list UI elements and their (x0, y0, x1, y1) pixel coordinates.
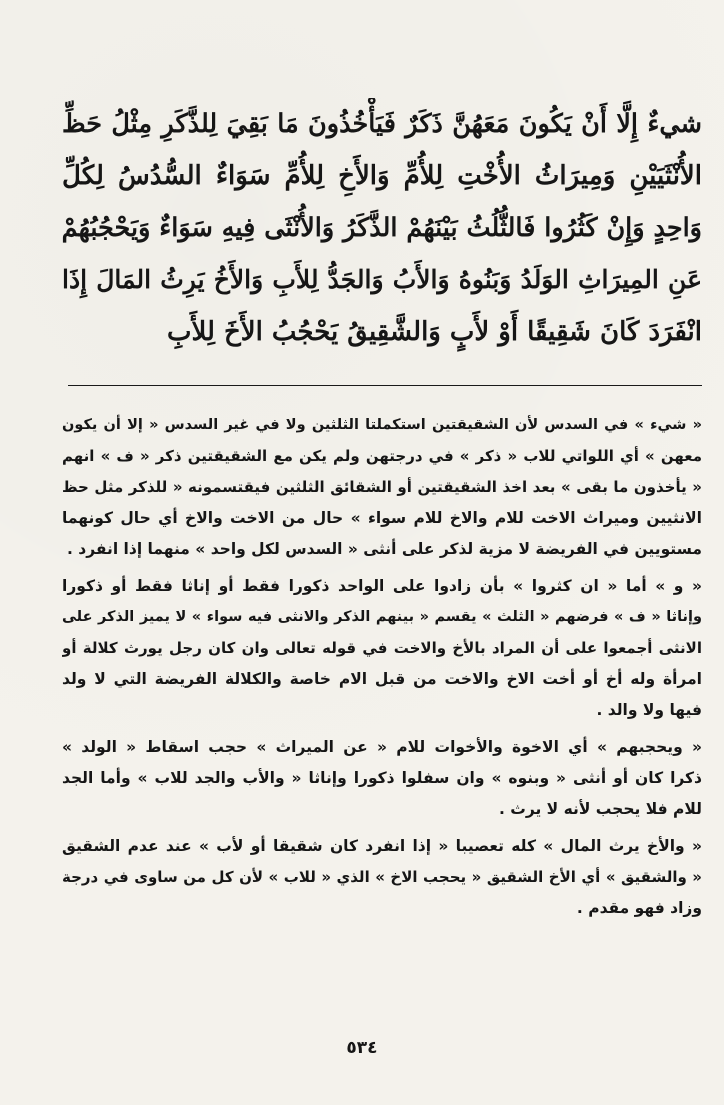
commentary-line: وزاد فهو مقدم . (576, 899, 702, 917)
separator-rule (68, 385, 702, 386)
commentary-line: « والأخ يرث المال » كله تعصيبا « إذا انفرد كان شقيقا أو لأب » عند عدم الشقيق (62, 837, 702, 855)
commentary-line: امرأة وله أخ أو أخت الاخ والاخت من قبل الام خاصة والكلالة الفريضة التي لا ولد (62, 670, 702, 688)
commentary-line: « والشقيق » أي الأخ الشقيق « يحجب الاخ » الذي « للاب » لأن كل من ساوى في درجة (62, 868, 702, 886)
main-text-line: وَاحِدٍ وَإِنْ كَثُرُوا فَالثُّلُثُ بَيْنَهُمْ الذَّكَرُ وَالأُنْثَى فِيهِ سَوَاءٌ وَيَحْجُبُهُمْ (62, 213, 702, 243)
main-text-line: شيءٌ إِلَّا أَنْ يَكُونَ مَعَهُنَّ ذَكَرٌ فَيَأْخُذُونَ مَا بَقِيَ لِلذَّكَرِ مِثْلُ حَظِّ (62, 109, 702, 139)
commentary-line: « و » أما « ان كثروا » بأن زادوا على الواحد ذكورا فقط أو إناثا فقط أو ذكورا (62, 577, 702, 595)
commentary-line: فيها ولا والد . (596, 701, 702, 719)
commentary-block (62, 410, 702, 930)
commentary-line: الانثى أجمعوا على أن المراد بالأخ والاخت في قوله تعالى وان كان رجل يورث كلالة أو (62, 639, 702, 657)
commentary-line: للام فلا يحجب لأنه لا يرث . (498, 800, 702, 818)
main-text-block (62, 98, 702, 358)
commentary-line: مستويين في الفريضة لا مزية لذكر على أنثى « السدس لكل واحد » منهما إذا انفرد . (66, 540, 702, 558)
main-text-line: انْفَرَدَ كَانَ شَقِيقًا أَوْ لأَبٍ وَالشَّقِيقُ يَحْجُبُ الأَخَ لِلأَبِ (167, 317, 702, 347)
page-number: ٥٣٤ (346, 1038, 378, 1058)
commentary-line: « شيء » في السدس لأن الشقيقتين استكملتا الثلثين ولا في غير السدس « إلا أن يكون (62, 417, 702, 433)
commentary-line: « ويحجبهم » أي الاخوة والأخوات للام « عن الميراث » حجب اسقاط « الولد » (62, 738, 702, 756)
commentary-line: الانثيين وميراث الاخت للام والاخ للام سواء » حال من الاخت والاخ أي حال كونهما (62, 509, 702, 527)
commentary-line: ذكرا كان أو أنثى « وبنوه » وان سفلوا ذكورا وإناثا « والأب والجد للاب » وأما الجد (62, 769, 702, 787)
commentary-paragraph (62, 410, 702, 565)
main-text-line: عَنِ المِيرَاثِ الوَلَدُ وَبَنُوهُ وَالأَبُ وَالجَدُّ لِلأَبِ وَالأَخُ يَرِثُ المَالَ إِذَا (62, 265, 702, 294)
main-text-line: الأُنْثَيَيْنِ وَمِيرَاثُ الأُخْتِ لِلأُمِّ وَالأَخِ لِلأُمِّ سَوَاءٌ السُّدُسُ لِكُلِّ (62, 161, 702, 191)
commentary-line: وإناثا « ف » فرضهم « الثلث » يقسم « بينهم الذكر والانثى فيه سواء » لا يميز الذكر على (62, 609, 702, 625)
commentary-line: « يأخذون ما بقى » بعد اخذ الشقيقتين أو الشقائق الثلثين فيقتسمونه « للذكر مثل حظ (62, 478, 702, 496)
commentary-paragraph (62, 571, 702, 726)
commentary-paragraph (62, 732, 702, 825)
commentary-line: معهن » أي اللواتي للاب « ذكر » في درجتهن ولم يكن مع الشقيقتين ذكر « ف » انهم (62, 447, 702, 465)
commentary-paragraph (62, 831, 702, 924)
